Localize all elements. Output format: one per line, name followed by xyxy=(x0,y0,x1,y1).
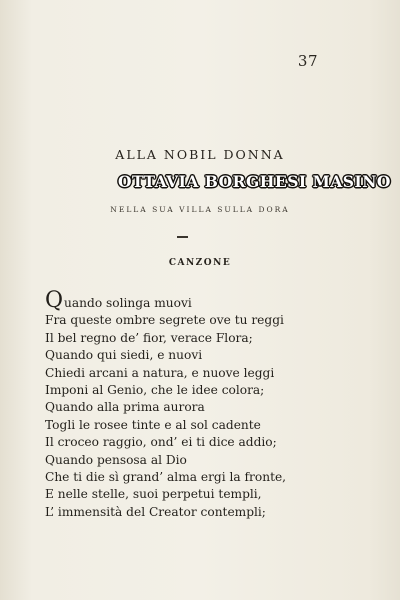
poem-line xyxy=(45,288,345,313)
poem-line: Chiedi arcani a natura, e nuove leggi xyxy=(45,365,275,380)
dedicatee-name: OTTAVIA BORGHESI MASINO xyxy=(118,172,391,191)
page-number: 37 xyxy=(297,52,318,70)
poem-line-text: uando solinga muovi xyxy=(64,296,192,310)
poem-line: E nelle stelle, suoi perpetui templi, xyxy=(45,487,262,502)
poem-line: Imponi al Genio, che le idee colora; xyxy=(45,383,265,398)
poem-line: Il croceo raggio, ond’ ei ti dice addio; xyxy=(45,435,277,450)
section-title: CANZONE xyxy=(168,258,232,268)
poem-line: Togli le rosee tinte e al sol cadente xyxy=(45,417,261,432)
poem-line: Quando qui siedi, e nuovi xyxy=(45,348,203,363)
dedication-heading: ALLA NOBIL DONNA xyxy=(115,147,285,162)
poem-line: Quando alla prima aurora xyxy=(45,400,205,415)
dedication-subtitle: NELLA SUA VILLA SULLA DORA xyxy=(110,205,290,214)
poem-line: Fra queste ombre segrete ove tu reggi xyxy=(45,313,284,328)
poem-body xyxy=(45,288,345,521)
poem-line: Quando pensosa al Dio xyxy=(45,452,187,467)
poem-line: Il bel regno de’ fior, verace Flora; xyxy=(45,330,253,345)
section-divider xyxy=(177,236,188,238)
poem-line: Che ti die sì grand’ alma ergi la fronte, xyxy=(45,470,287,485)
drop-cap: Q xyxy=(45,288,64,313)
poem-line: L’ immensità del Creator contempli; xyxy=(45,504,266,519)
